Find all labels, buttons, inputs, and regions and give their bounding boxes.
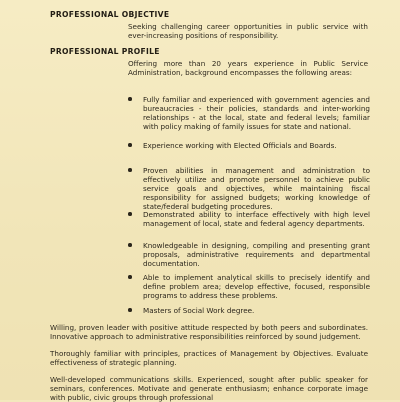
bullet-icon: [128, 168, 132, 172]
bullet-text: Fully familiar and experienced with government agencies and bureaucracies - their policies, standards and inter-working relationships - at the local, state and federal levels; familiar with policy making of family issues for state and national.: [143, 95, 370, 132]
bullet-text: Able to implement analytical skills to precisely identify and define problem area; develop effective, focused, responsible programs to address these problems.: [143, 273, 370, 301]
bullet-icon: [128, 308, 132, 312]
bullet-text: Knowledgeable in designing, compiling and presenting grant proposals, administrative requirements and departmental documentation.: [143, 241, 370, 269]
objective-heading: PROFESSIONAL OBJECTIVE: [50, 10, 170, 19]
bullet-icon: [128, 275, 132, 279]
bullet-icon: [128, 212, 132, 216]
bullet-text: Demonstrated ability to interface effectively with high level management of local, state and federal agency departments.: [143, 210, 370, 229]
management-paragraph: Thoroughly familiar with principles, practices of Management by Objectives. Evaluate effectiveness of strategic planning.: [50, 349, 368, 368]
bullet-icon: [128, 143, 132, 147]
profile-heading: PROFESSIONAL PROFILE: [50, 47, 160, 56]
communications-paragraph: Well-developed communications skills. Experienced, sought after public speaker for seminars, conferences. Motivate and generate enthusiasm; enhance corporate image with public, civic groups through professional: [50, 375, 368, 402]
bullet-icon: [128, 243, 132, 247]
objective-text: Seeking challenging career opportunities in public service with ever-increasing positions of responsibility.: [128, 22, 368, 41]
bullet-icon: [128, 97, 132, 101]
bullet-text: Masters of Social Work degree.: [143, 306, 255, 315]
leadership-paragraph: Willing, proven leader with positive attitude respected by both peers and subordinates. Innovative approach to administrative responsibilities reinforced by sound judgement.: [50, 323, 368, 342]
bullet-text: Experience working with Elected Officials and Boards.: [143, 141, 337, 150]
profile-intro: Offering more than 20 years experience in Public Service Administration, background encompasses the following areas:: [128, 59, 368, 78]
bullet-text: Proven abilities in management and administration to effectively utilize and promote personnel to achieve public service goals and objectives, while maintaining fiscal responsibility for assigned budgets; working knowledge of state/federal budgeting procedures.: [143, 166, 370, 212]
